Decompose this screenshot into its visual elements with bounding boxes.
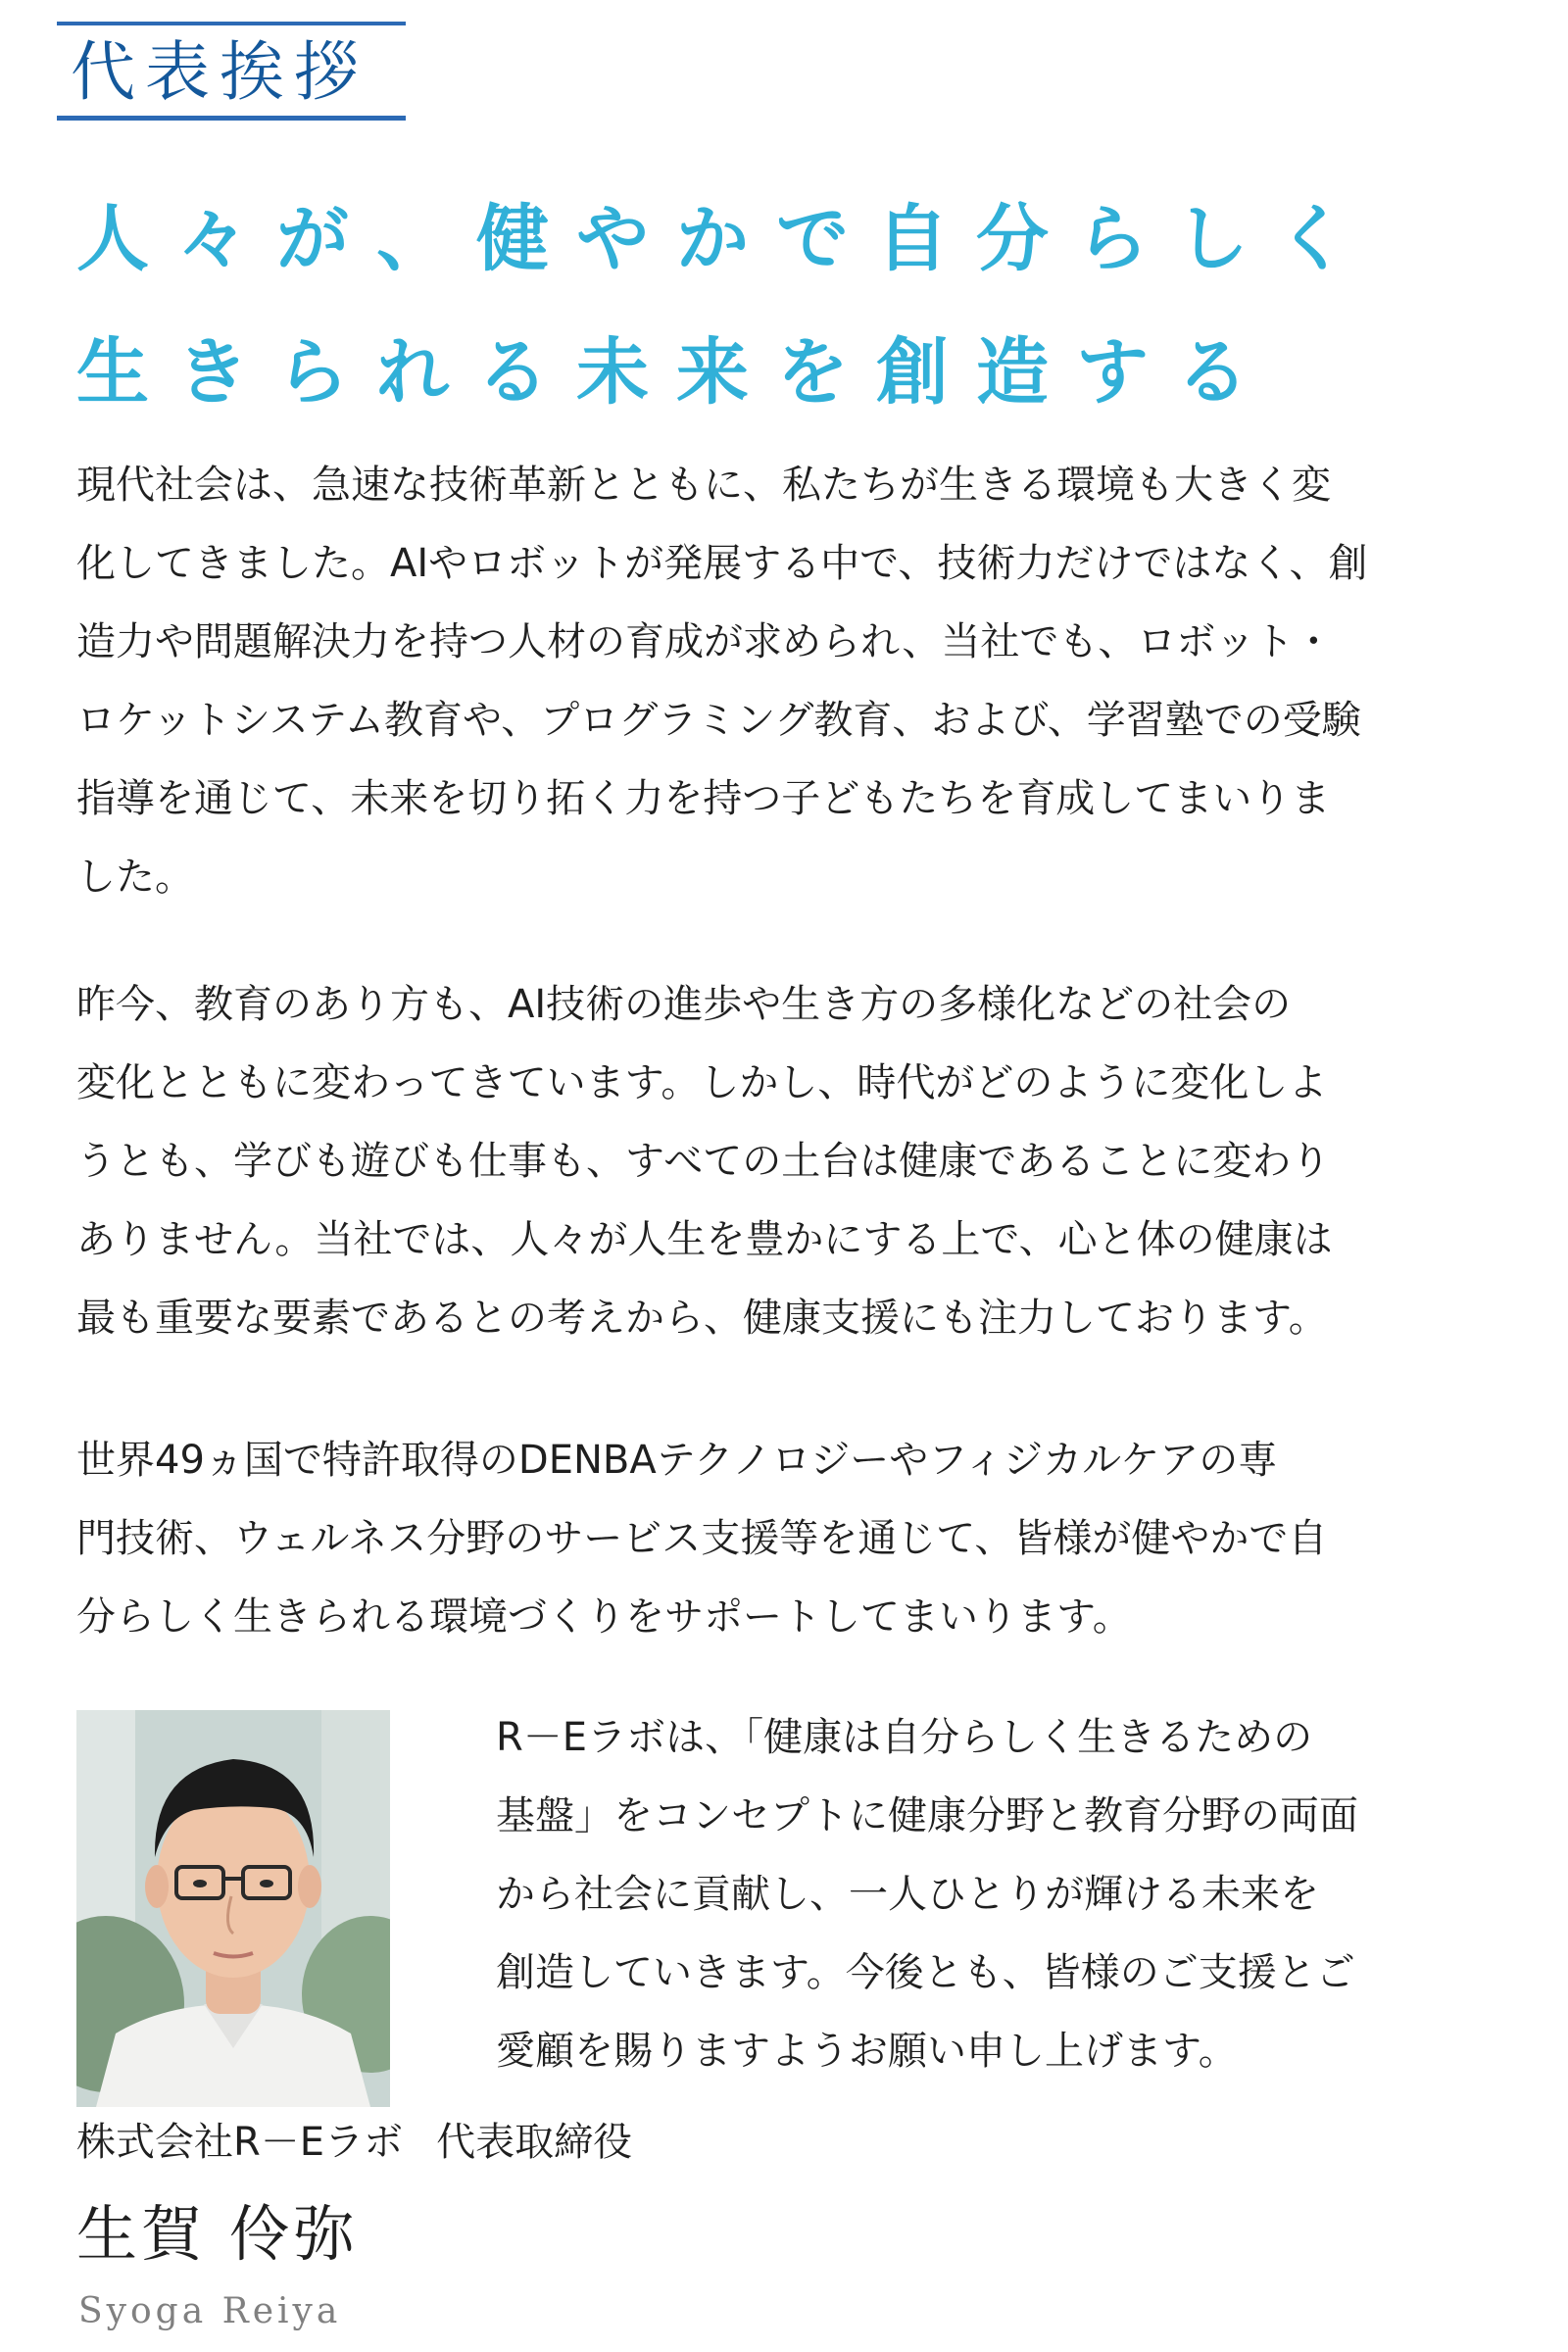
- paragraph-3: [76, 1421, 1517, 1656]
- heading-rule-bottom: [57, 116, 406, 121]
- company-name: 株式会社R－Eラボ: [76, 2120, 404, 2165]
- closing-line: R－Eラボは、「健康は自分らしく生きるための: [496, 1715, 1313, 1760]
- headline: [76, 172, 1527, 439]
- representative-role: 代表取締役: [436, 2120, 633, 2165]
- representative-name-romaji: Syoga Reiya: [78, 2291, 342, 2331]
- closing-line: 創造していきます。今後とも、皆様のご支援とご: [496, 1950, 1355, 1995]
- paragraph-line: 世界49ヵ国で特許取得のDENBAテクノロジーやフィジカルケアの専: [76, 1438, 1278, 1483]
- paragraph-line: 門技術、ウェルネス分野のサービス支援等を通じて、皆様が健やかで自: [76, 1516, 1328, 1561]
- company-title-line: [76, 2115, 632, 2170]
- paragraph-line: うとも、学びも遊びも仕事も、すべての土台は健康であることに変わり: [76, 1139, 1331, 1184]
- closing-message: [496, 1698, 1476, 2090]
- representative-photo: [76, 1710, 390, 2107]
- headline-line-1: 人々が、健やかで自分らしく: [76, 197, 1376, 281]
- paragraph-line: 昨今、教育のあり方も、AI技術の進歩や生き方の多様化などの社会の: [76, 982, 1292, 1027]
- portrait-illustration: [76, 1710, 390, 2107]
- closing-line: から社会に貢献し、一人ひとりが輝ける未来を: [496, 1872, 1319, 1917]
- headline-line-2: 生きられる未来を創造する: [76, 330, 1276, 415]
- paragraph-1: [76, 446, 1517, 916]
- section-heading: [57, 22, 406, 120]
- closing-line: 基盤」をコンセプトに健康分野と教育分野の両面: [496, 1793, 1358, 1838]
- paragraph-line: ありません。当社では、人々が人生を豊かにする上で、心と体の健康は: [76, 1217, 1333, 1262]
- paragraph-2: [76, 965, 1517, 1357]
- heading-rule-top: [57, 22, 406, 25]
- paragraph-line: 最も重要な要素であるとの考えから、健康支援にも注力しております。: [76, 1296, 1328, 1341]
- section-title: 代表挨拶: [71, 34, 368, 110]
- paragraph-line: した。: [76, 855, 194, 900]
- paragraph-line: 造力や問題解決力を持つ人材の育成が求められ、当社でも、ロボット・: [76, 619, 1334, 664]
- closing-line: 愛顧を賜りますようお願い申し上げます。: [496, 2029, 1238, 2074]
- paragraph-line: 変化とともに変わってきています。しかし、時代がどのように変化しよ: [76, 1060, 1328, 1105]
- paragraph-line: 分らしく生きられる環境づくりをサポートしてまいります。: [76, 1594, 1132, 1640]
- paragraph-line: 現代社会は、急速な技術革新とともに、私たちが生きる環境も大きく変: [76, 463, 1331, 508]
- paragraph-line: 化してきました。AIやロボットが発展する中で、技術力だけではなく、創: [76, 541, 1368, 586]
- paragraph-line: ロケットシステム教育や、プログラミング教育、および、学習塾での受験: [76, 698, 1361, 743]
- representative-name: 生賀 伶弥: [76, 2198, 359, 2270]
- paragraph-line: 指導を通じて、未来を切り拓く力を持つ子どもたちを育成してまいりま: [76, 776, 1331, 821]
